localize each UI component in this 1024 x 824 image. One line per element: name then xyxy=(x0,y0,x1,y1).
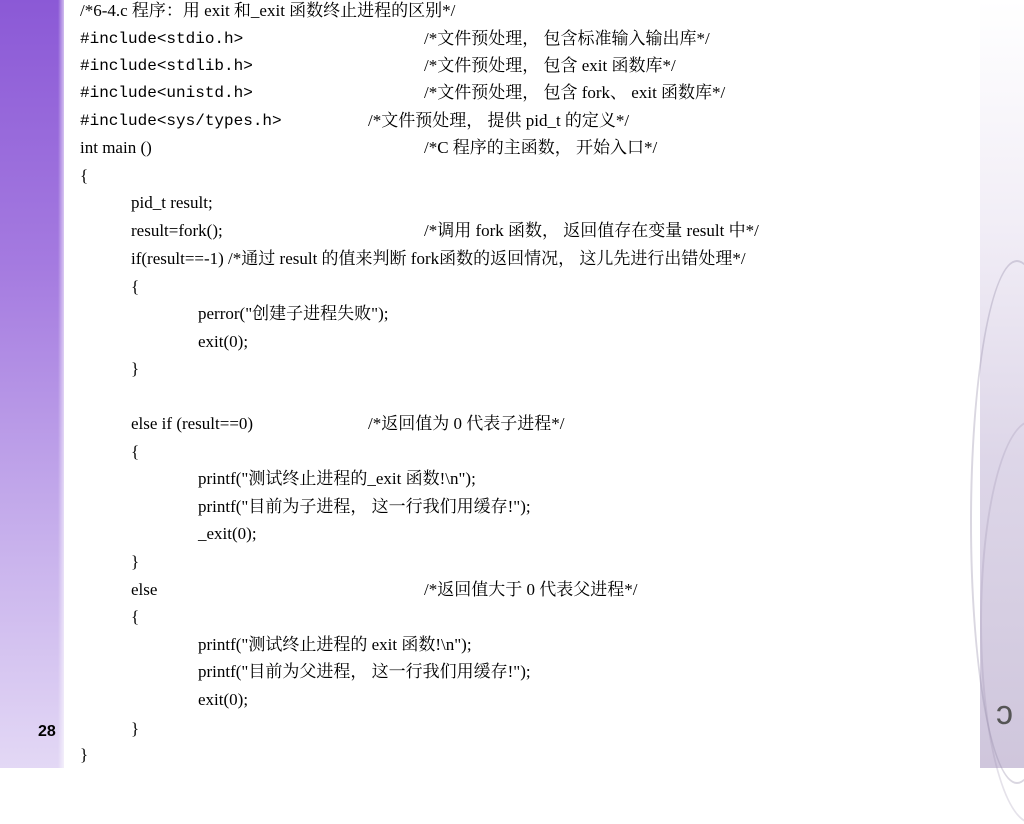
brace-open: { xyxy=(131,277,140,296)
include-stdio-comment: /*文件预处理， 包含标准输入输出库*/ xyxy=(424,29,710,48)
child-printf-1: printf("测试终止进程的_exit 函数!\n"); xyxy=(198,469,476,488)
fork-comment: /*调用 fork 函数， 返回值存在变量 result 中*/ xyxy=(424,221,759,240)
main-comment: /*C 程序的主函数， 开始入口*/ xyxy=(424,138,658,157)
brace-open: { xyxy=(131,607,140,626)
child-exit-call: _exit(0); xyxy=(198,524,257,543)
fork-call: result=fork(); xyxy=(131,221,223,240)
brace-open: { xyxy=(131,442,140,461)
include-unistd: #include<unistd.h> xyxy=(80,84,253,102)
decorative-glyph: ɔ xyxy=(996,694,1013,732)
right-decoration xyxy=(980,0,1024,768)
if-error-check: if(result==-1) /*通过 result 的值来判断 fork函数的返回情况， 这儿先进行出错处理*/ xyxy=(131,249,746,268)
brace-close: } xyxy=(131,719,140,738)
left-gradient-band xyxy=(0,0,64,768)
parent-printf-1: printf("测试终止进程的 exit 函数!\n"); xyxy=(198,635,472,654)
include-stdio: #include<stdio.h> xyxy=(80,30,244,48)
brace-open: { xyxy=(80,166,89,185)
include-sys-types-comment: /*文件预处理， 提供 pid_t 的定义*/ xyxy=(368,111,630,130)
include-stdlib: #include<stdlib.h> xyxy=(80,57,253,75)
else-comment: /*返回值大于 0 代表父进程*/ xyxy=(424,580,638,599)
result-declaration: pid_t result; xyxy=(131,193,213,212)
else-if-child: else if (result==0) xyxy=(131,414,254,433)
brace-close: } xyxy=(131,359,140,378)
else-if-comment: /*返回值为 0 代表子进程*/ xyxy=(368,414,565,433)
perror-call: perror("创建子进程失败"); xyxy=(198,304,389,323)
parent-printf-2: printf("目前为父进程， 这一行我们用缓存!"); xyxy=(198,662,531,681)
code-header-comment: /*6-4.c 程序：用 exit 和_exit 函数终止进程的区别*/ xyxy=(80,1,456,20)
child-printf-2: printf("目前为子进程， 这一行我们用缓存!"); xyxy=(198,497,531,516)
include-sys-types: #include<sys/types.h> xyxy=(80,112,282,130)
include-unistd-comment: /*文件预处理， 包含 fork、 exit 函数库*/ xyxy=(424,83,726,102)
parent-exit-call: exit(0); xyxy=(198,690,249,709)
brace-close-main: } xyxy=(80,745,89,764)
brace-close: } xyxy=(131,552,140,571)
include-stdlib-comment: /*文件预处理， 包含 exit 函数库*/ xyxy=(424,56,676,75)
exit-call: exit(0); xyxy=(198,332,249,351)
else-parent: else xyxy=(131,580,158,599)
page-number: 28 xyxy=(38,723,56,740)
main-declaration: int main () xyxy=(80,138,152,157)
